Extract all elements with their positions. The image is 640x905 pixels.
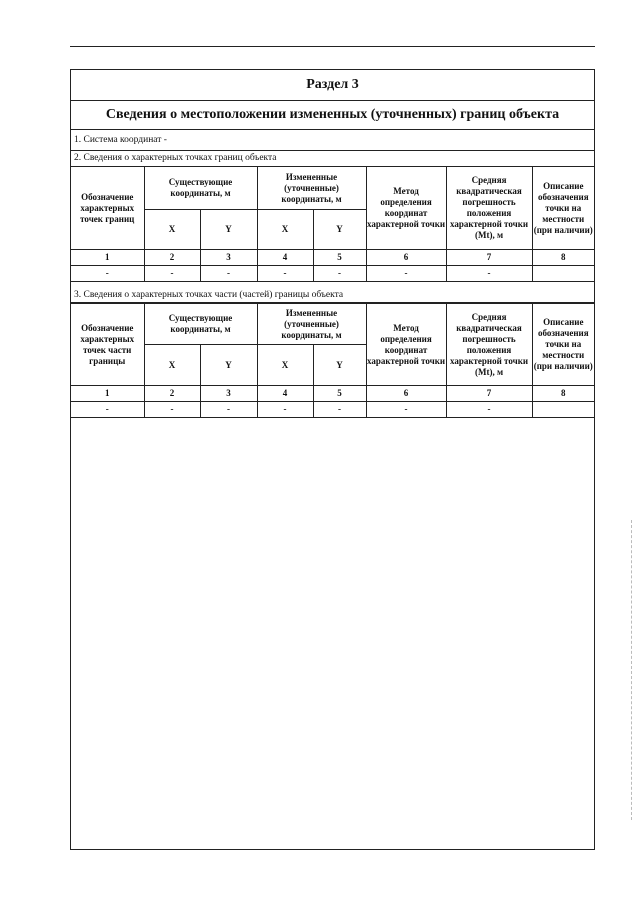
t1-header-method: Метод определения координат характерной точки <box>366 167 446 250</box>
t2-header-x-existing: X <box>144 345 200 386</box>
t2-cell: - <box>366 402 446 418</box>
t1-cell: - <box>71 266 144 282</box>
table2-label: 3. Сведения о характерных точках части (частей) границы объекта <box>71 288 594 303</box>
t1-header-existing: Существующие координаты, м <box>144 167 257 210</box>
t1-num: 2 <box>144 250 200 266</box>
t2-num: 5 <box>313 386 366 402</box>
table-row <box>71 402 594 418</box>
t1-header-point-label: Обозначение характерных точек границ <box>71 167 144 250</box>
t1-num: 3 <box>200 250 257 266</box>
section-subtitle: Сведения о местоположении измененных (уточненных) границ объекта <box>71 101 594 130</box>
t1-header-x-existing: X <box>144 210 200 250</box>
coord-system-label: 1. Система координат - <box>71 130 594 151</box>
t1-cell: - <box>257 266 313 282</box>
t1-num: 4 <box>257 250 313 266</box>
t2-num: 1 <box>71 386 144 402</box>
t2-header-y-existing: Y <box>200 345 257 386</box>
table1 <box>71 166 594 282</box>
table1-label: 2. Сведения о характерных точках границ объекта <box>71 151 594 167</box>
t1-cell: - <box>366 266 446 282</box>
t2-header-error: Средняя квадратическая погрешность положения характерной точки (Mt), м <box>446 304 532 386</box>
t1-num: 1 <box>71 250 144 266</box>
section-title: Раздел 3 <box>71 70 594 101</box>
t2-num: 7 <box>446 386 532 402</box>
t2-cell: - <box>446 402 532 418</box>
t2-cell <box>532 402 594 418</box>
t1-number-row <box>71 250 594 266</box>
t1-num: 6 <box>366 250 446 266</box>
t2-header-point-label: Обозначение характерных точек части границы <box>71 304 144 386</box>
t2-cell: - <box>257 402 313 418</box>
table-row <box>71 266 594 282</box>
t2-header-x-changed: X <box>257 345 313 386</box>
t1-cell: - <box>200 266 257 282</box>
table2 <box>71 303 594 418</box>
t2-cell: - <box>200 402 257 418</box>
t1-header-y-existing: Y <box>200 210 257 250</box>
t2-num: 2 <box>144 386 200 402</box>
t2-cell: - <box>144 402 200 418</box>
t2-num: 8 <box>532 386 594 402</box>
t1-cell: - <box>313 266 366 282</box>
t2-header-existing: Существующие координаты, м <box>144 304 257 345</box>
t1-header-changed: Измененные (уточненные) координаты, м <box>257 167 366 210</box>
scan-edge-marks <box>629 520 632 820</box>
t2-num: 6 <box>366 386 446 402</box>
top-rule <box>70 46 595 47</box>
t2-num: 3 <box>200 386 257 402</box>
t1-header-error: Средняя квадратическая погрешность положения характерной точки (Mt), м <box>446 167 532 250</box>
t2-header-changed: Измененные (уточненные) координаты, м <box>257 304 366 345</box>
t2-header-method: Метод определения координат характерной точки <box>366 304 446 386</box>
t2-number-row <box>71 386 594 402</box>
t2-header-description: Описание обозначения точки на местности (при наличии) <box>532 304 594 386</box>
section-frame <box>70 69 595 850</box>
t1-cell: - <box>446 266 532 282</box>
t1-num: 5 <box>313 250 366 266</box>
t1-num: 7 <box>446 250 532 266</box>
t1-header-y-changed: Y <box>313 210 366 250</box>
t1-header-x-changed: X <box>257 210 313 250</box>
t2-header-y-changed: Y <box>313 345 366 386</box>
t1-cell: - <box>144 266 200 282</box>
t2-cell: - <box>71 402 144 418</box>
t1-header-description: Описание обозначения точки на местности (при наличии) <box>532 167 594 250</box>
t1-cell <box>532 266 594 282</box>
t1-num: 8 <box>532 250 594 266</box>
t2-num: 4 <box>257 386 313 402</box>
t2-cell: - <box>313 402 366 418</box>
